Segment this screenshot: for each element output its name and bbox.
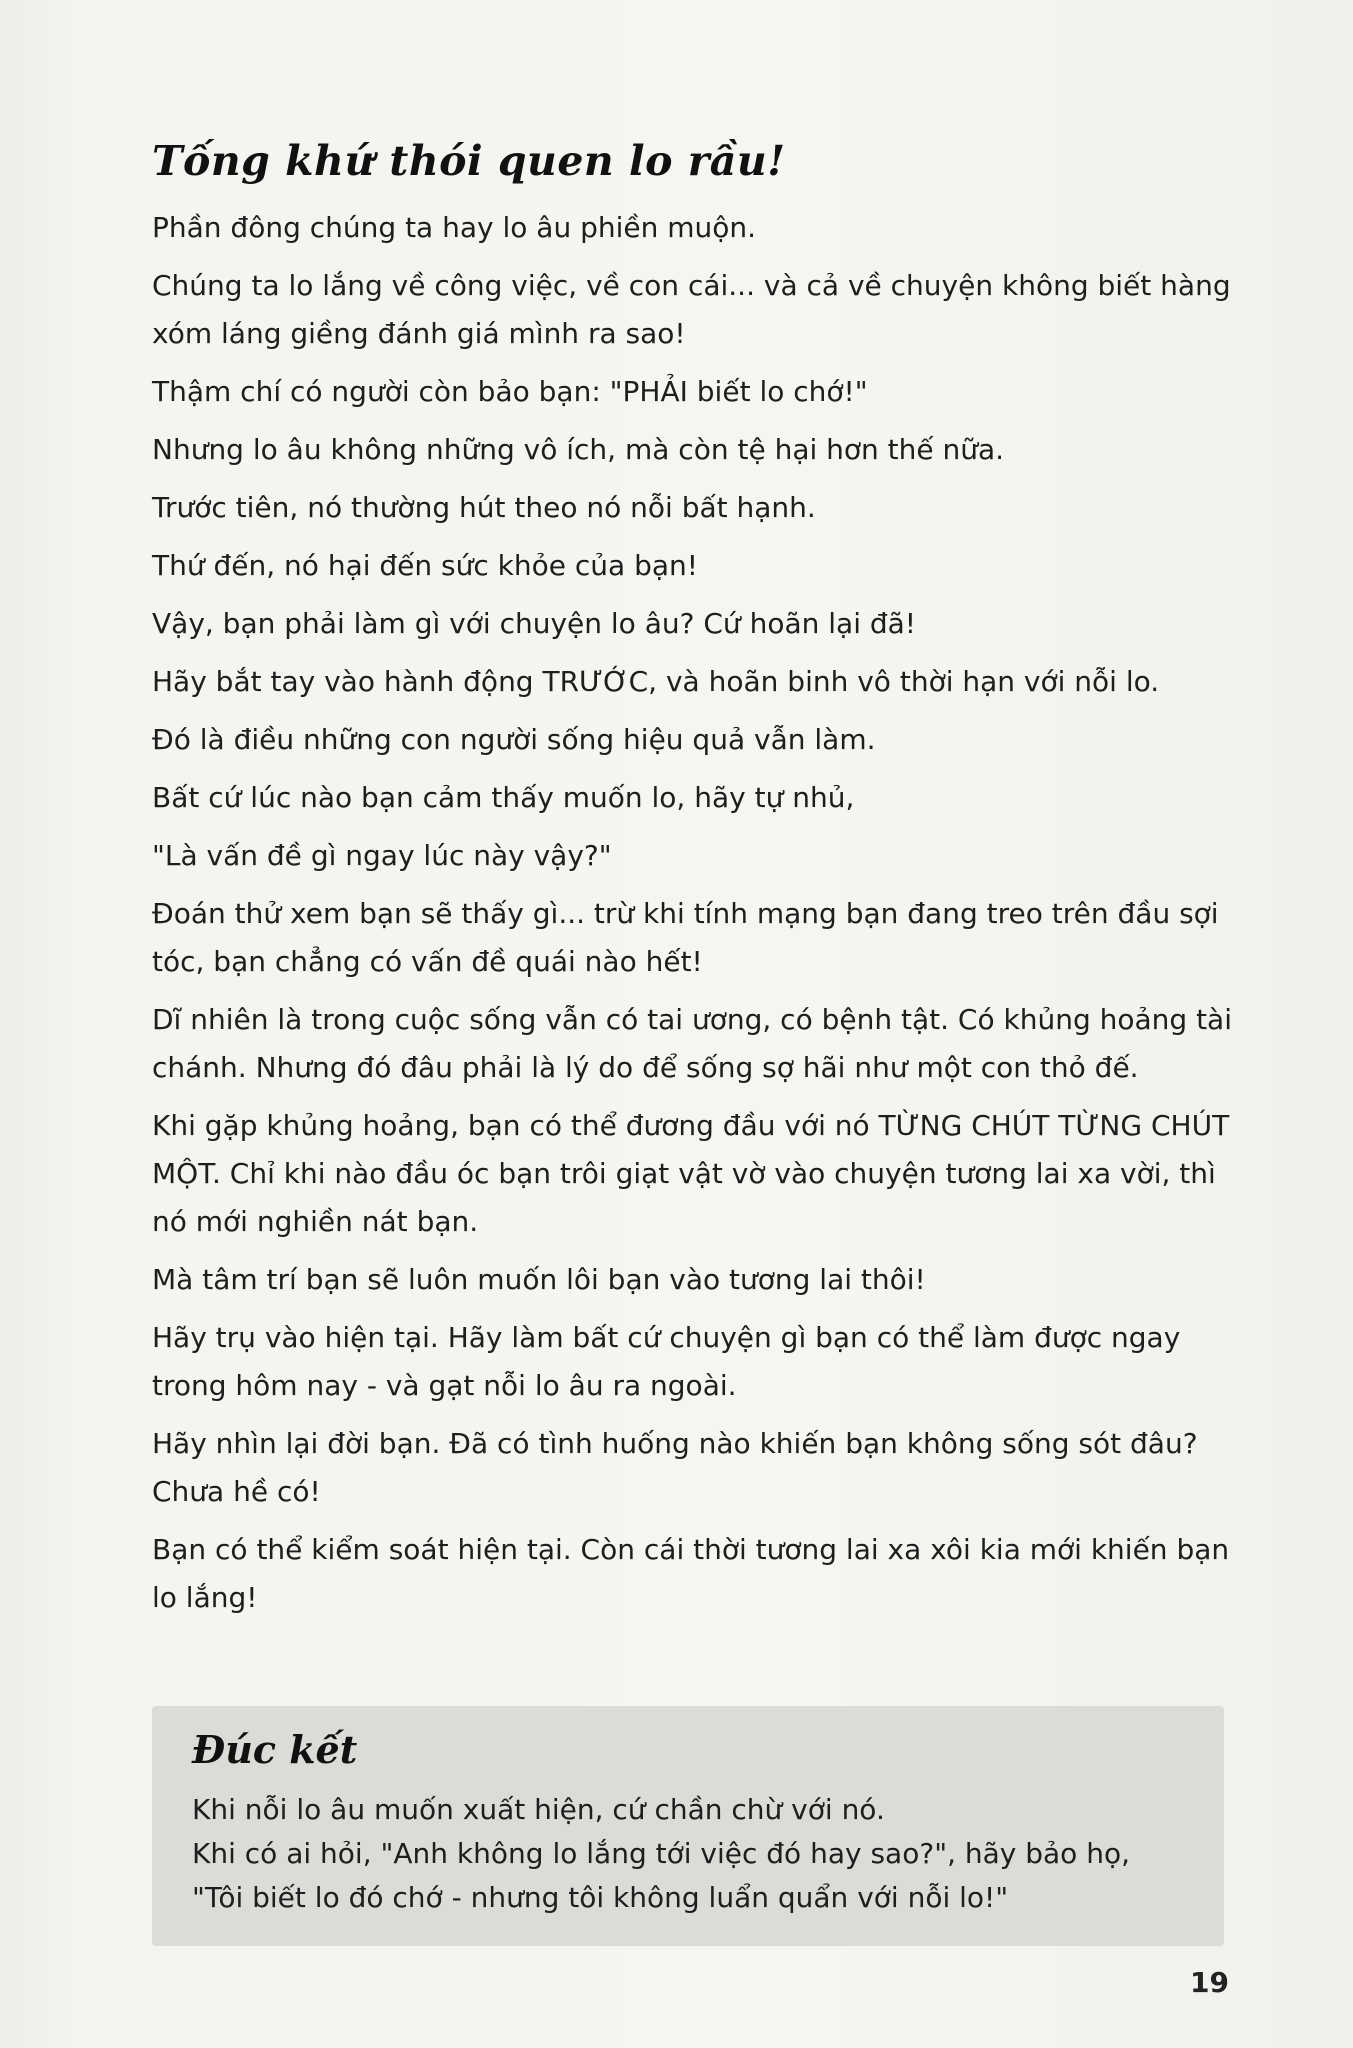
body-paragraph: Thứ đến, nó hại đến sức khỏe của bạn!: [152, 549, 698, 582]
body-paragraph: Vậy, bạn phải làm gì với chuyện lo âu? Cứ hoãn lại đã!: [152, 607, 917, 640]
summary-title: Đúc kết: [192, 1727, 358, 1772]
body-paragraph: Hãy nhìn lại đời bạn. Đã có tình huống nào khiến bạn không sống sót đâu? Chưa hề có!: [152, 1427, 1198, 1508]
summary-line: Khi có ai hỏi, "Anh không lo lắng tới việc đó hay sao?", hãy bảo họ,: [192, 1837, 1130, 1870]
body-paragraph: Mà tâm trí bạn sẽ luôn muốn lôi bạn vào tương lai thôi!: [152, 1263, 926, 1296]
page-number: 19: [1190, 1966, 1229, 1999]
summary-line: "Tôi biết lo đó chớ - nhưng tôi không luẩn quẩn với nỗi lo!": [192, 1881, 1009, 1914]
body-paragraph: Khi gặp khủng hoảng, bạn có thể đương đầu với nó TỪNG CHÚT TỪNG CHÚT MỘT. Chỉ khi nào đầu óc bạn trôi giạt vật vờ vào chuyện tương lai xa vời, thì nó mới nghiền nát bạn.: [152, 1109, 1230, 1238]
body-paragraph: Đó là điều những con người sống hiệu quả vẫn làm.: [152, 723, 876, 756]
body-paragraph: Thậm chí có người còn bảo bạn: "PHẢI biết lo chớ!": [152, 375, 868, 408]
chapter-heading: Tống khứ thói quen lo rầu!: [152, 137, 786, 185]
body-paragraph: Hãy trụ vào hiện tại. Hãy làm bất cứ chuyện gì bạn có thể làm được ngay trong hôm nay - và gạt nỗi lo âu ra ngoài.: [152, 1321, 1181, 1402]
body-paragraph: Phần đông chúng ta hay lo âu phiền muộn.: [152, 211, 757, 244]
body-paragraph: Bất cứ lúc nào bạn cảm thấy muốn lo, hãy tự nhủ,: [152, 781, 855, 814]
body-paragraph: Đoán thử xem bạn sẽ thấy gì... trừ khi tính mạng bạn đang treo trên đầu sợi tóc, bạn chẳng có vấn đề quái nào hết!: [152, 897, 1219, 978]
summary-box: [152, 1706, 1224, 1946]
body-paragraph: Chúng ta lo lắng về công việc, về con cái... và cả về chuyện không biết hàng xóm láng giềng đánh giá mình ra sao!: [152, 269, 1231, 350]
body-paragraph: "Là vấn đề gì ngay lúc này vậy?": [152, 839, 612, 872]
body-paragraph: Nhưng lo âu không những vô ích, mà còn tệ hại hơn thế nữa.: [152, 433, 1005, 466]
body-paragraph: Bạn có thể kiểm soát hiện tại. Còn cái thời tương lai xa xôi kia mới khiến bạn lo lắng!: [152, 1533, 1230, 1614]
body-paragraph: Dĩ nhiên là trong cuộc sống vẫn có tai ương, có bệnh tật. Có khủng hoảng tài chánh. Nhưng đó đâu phải là lý do để sống sợ hãi như một con thỏ đế.: [152, 1003, 1232, 1084]
body-paragraph: Trước tiên, nó thường hút theo nó nỗi bất hạnh.: [152, 491, 816, 524]
body-paragraph: Hãy bắt tay vào hành động TRƯỚC, và hoãn binh vô thời hạn với nỗi lo.: [152, 665, 1160, 698]
page-content: [152, 132, 1232, 1632]
summary-line: Khi nỗi lo âu muốn xuất hiện, cứ chần chừ với nó.: [192, 1793, 885, 1826]
